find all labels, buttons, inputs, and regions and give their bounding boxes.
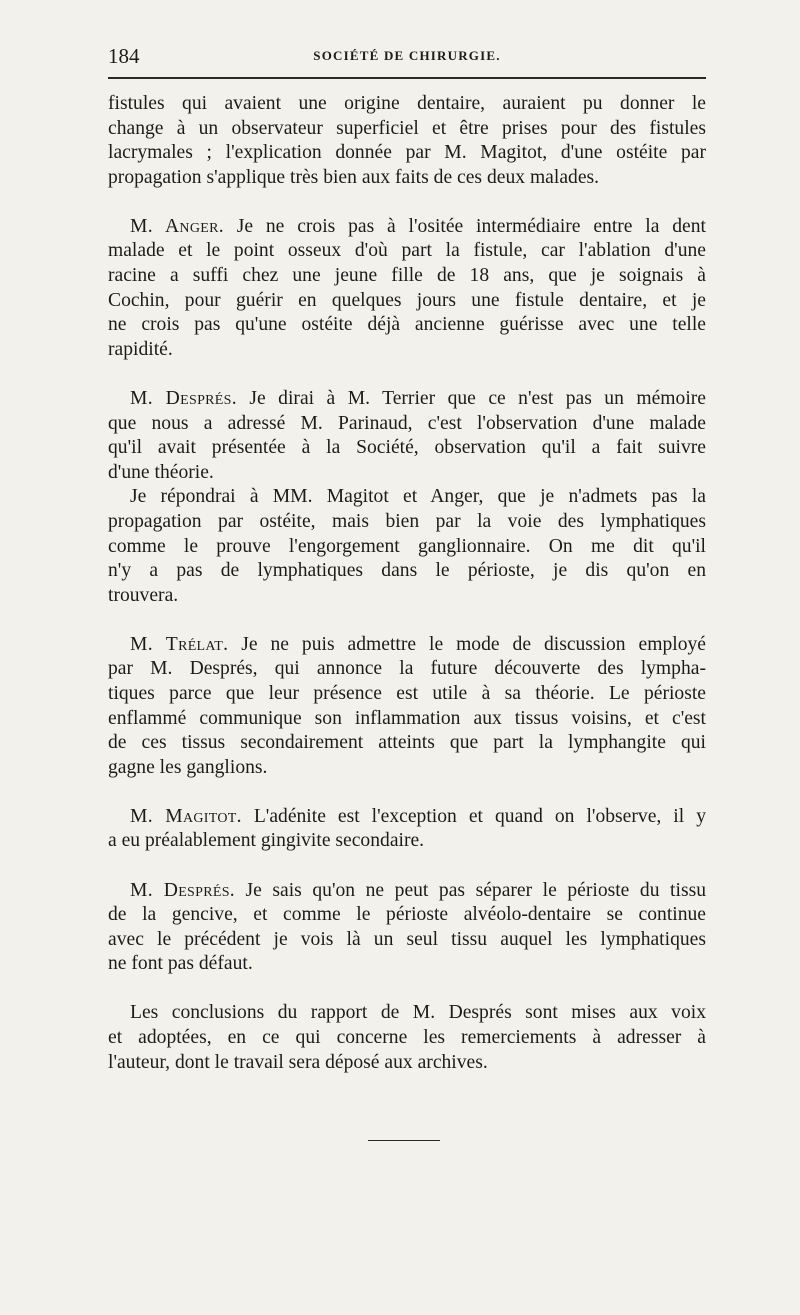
text-line [108,239,706,264]
text-line [108,879,706,904]
text-line [108,1051,706,1076]
line-text: L'adénite est l'exception et quand on l'observe, il y [241,805,707,827]
line-text: propagation par ostéite, mais bien par la voie des lymphatiques [108,510,706,532]
line-text: qu'il avait présentée à la Société, observation qu'il a fait suivre [108,437,706,459]
speaker-paragraph [108,215,706,363]
line-text: comme le prouve l'engorgement ganglionnaire. On me dit qu'il [108,535,706,557]
text-line [108,633,706,658]
line-text: n'y a pas de lymphatiques dans le périoste, je dis qu'on en [108,560,706,582]
speaker-name: M. Després. [130,879,236,901]
text-line [108,412,706,437]
text-line [108,535,706,560]
text-line [108,829,706,854]
text-line [108,903,706,928]
speaker-paragraph [108,805,706,854]
paragraph-gap [108,780,706,805]
line-text: avec le précédent je vois là un seul tissu auquel les lymphatiques [108,928,706,950]
text-line [108,559,706,584]
line-text: propagation s'applique très bien aux faits de ces deux malades. [108,166,600,188]
page-header [108,44,706,72]
line-text: d'une théorie. [108,461,214,483]
text-line [108,387,706,412]
line-text: change à un observateur superficiel et être prises pour des fistules [108,117,706,139]
line-text: Cochin, pour guérir en quelques jours une fistule dentaire, et je [108,289,706,311]
line-text: gagne les ganglions. [108,756,268,778]
text-line [108,313,706,338]
text-line [108,805,706,830]
line-text: Les conclusions du rapport de M. Després sont mises aux voix [130,1002,706,1024]
line-text: Je répondrai à MM. Magitot et Anger, que je n'admets pas la [130,486,706,508]
text-line [108,1026,706,1051]
line-text: fistules qui avaient une origine dentaire, auraient pu donner le [108,93,706,114]
line-text: de la gencive, et comme le périoste alvéolo-dentaire se continue [108,904,706,926]
header-rule [108,77,706,79]
text-line [108,117,706,142]
text-line [108,510,706,535]
text-line [108,485,706,510]
line-text: l'auteur, dont le travail sera déposé aux archives. [108,1051,488,1073]
text-line [108,682,706,707]
line-text: racine a suffi chez une jeune fille de 18 ans, que je soignais à [108,265,706,287]
paragraph-gap [108,608,706,633]
text-line [108,952,706,977]
text-line [108,461,706,486]
text-line [108,584,706,609]
text-line [108,707,706,732]
line-text: et adoptées, en ce qui concerne les remerciements à adresser à [108,1027,706,1048]
paragraph-gap [108,362,706,387]
line-text: Je dirai à M. Terrier que ce n'est pas un mémoire [236,387,706,409]
paragraph [108,92,706,190]
text-line [108,436,706,461]
line-text: Je sais qu'on ne peut pas séparer le périoste du tissu [235,879,706,901]
speaker-name: M. Magitot. [130,805,242,827]
text-line [108,657,706,682]
text-line [108,264,706,289]
text-line [108,141,706,166]
text-line [108,731,706,756]
running-title: SOCIÉTÉ DE CHIRURGIE. [313,48,501,63]
body-text [108,92,706,1075]
paragraph-gap [108,977,706,1002]
line-text: ne font pas défaut. [108,953,253,975]
line-text: Je ne puis admettre le mode de discussion employé [228,633,706,655]
speaker-name: M. Després. [130,387,237,409]
line-text: rapidité. [108,338,173,360]
paragraph-gap [108,854,706,879]
line-text: Je ne crois pas à l'ositée intermédiaire entre la dent [223,215,706,237]
end-rule [368,1140,440,1141]
line-text: par M. Després, qui annonce la future découverte des lympha- [108,658,706,680]
line-text: trouvera. [108,584,179,606]
speaker-name: M. Anger. [130,215,224,237]
text-line [108,1001,706,1026]
paragraph [108,485,706,608]
line-text: a eu préalablement gingivite secondaire. [108,830,425,852]
text-line [108,338,706,363]
page-number: 184 [108,44,140,68]
speaker-paragraph [108,387,706,485]
text-line [108,928,706,953]
text-line [108,166,706,191]
text-line [108,215,706,240]
line-text: enflammé communique son inflammation aux tissus voisins, et c'est [108,707,706,729]
line-text: lacrymales ; l'explication donnée par M. Magitot, d'une ostéite par [108,142,706,164]
text-line [108,289,706,314]
speaker-paragraph [108,633,706,781]
line-text: malade et le point osseux d'où part la fistule, car l'ablation d'une [108,240,706,262]
text-line [108,756,706,781]
text-line [108,92,706,117]
paragraph [108,1001,706,1075]
line-text: que nous a adressé M. Parinaud, c'est l'observation d'une malade [108,412,706,434]
line-text: tiques parce que leur présence est utile à sa théorie. Le périoste [108,682,706,704]
speaker-name: M. Trélat. [130,633,229,655]
line-text: ne crois pas qu'une ostéite déjà ancienne guérisse avec une telle [108,314,706,336]
paragraph-gap [108,190,706,215]
speaker-paragraph [108,879,706,977]
line-text: de ces tissus secondairement atteints que part la lymphangite qui [108,732,706,754]
